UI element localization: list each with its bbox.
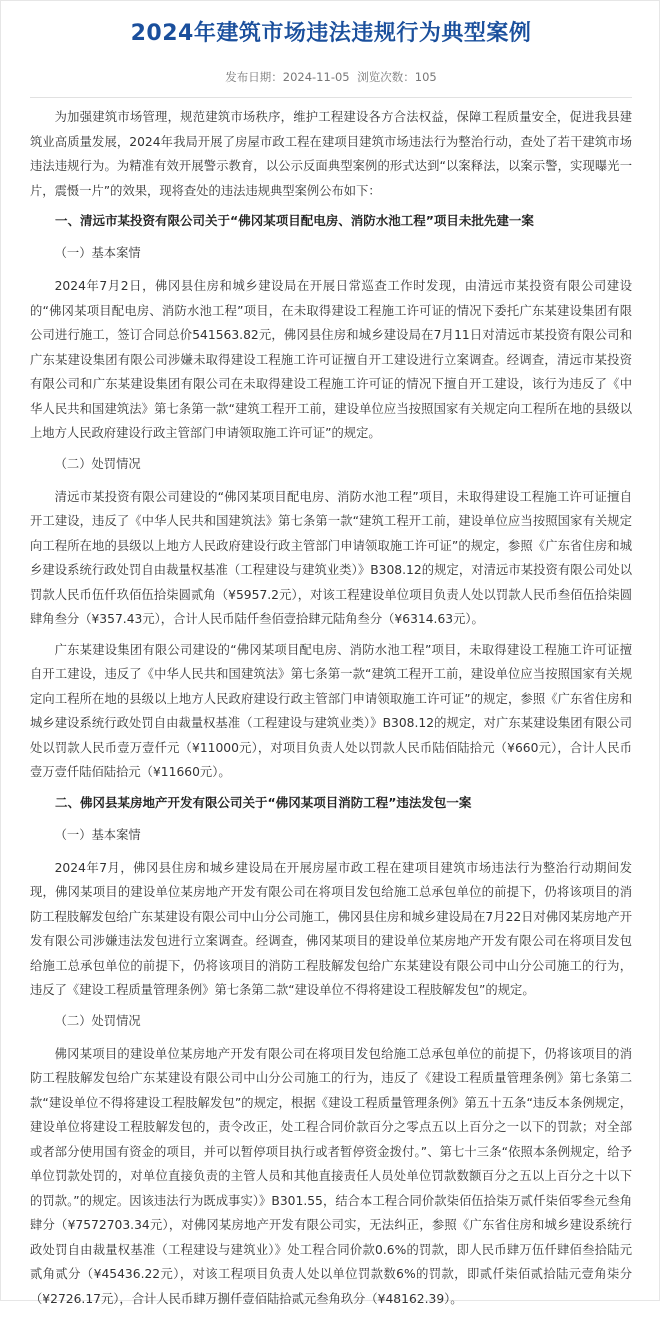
article-meta	[30, 66, 632, 88]
case-1-penalty-text-2: 广东某建设集团有限公司建设的“佛冈某项目配电房、消防水池工程”项目，未取得建设工程施工许可证擅自开工建设，违反了《中华人民共和国建筑法》第七条第一款“建筑工程开工前，建设单位应当按照国家有关规定向工程所在地的县级以上地方人民政府建设行政主管部门申请领取施工许可证”的规定，参照《广东省住房和城乡建设系统行政处罚自由裁量权基准（工程建设与建筑业类）》B308.12的规定，对广东某建设集团有限公司处以罚款人民币壹万壹仟元（¥11000元），对项目负责人处以罚款人民币陆佰陆拾元（¥660元），合计人民币壹万壹仟陆佰陆拾元（¥11660元）。	[30, 642, 632, 779]
case-2-penalty-text: 佛冈某项目的建设单位某房地产开发有限公司在将项目发包给施工总承包单位的前提下，仍将该项目的消防工程肢解发包给广东某建设有限公司中山分公司施工的行为，违反了《建设工程质量管理条例》第七条第二款“建设单位不得将建设工程肢解发包”的规定，根据《建设工程质量管理条例》第五十五条“违反本条例规定，建设单位将建设工程肢解发包的，责令改正，处工程合同价款百分之零点五以上百分之一以下的罚款；对全部或者部分使用国有资金的项目，并可以暂停项目执行或者暂停资金拨付。”、第七十三条“依照本条例规定，给予单位罚款处罚的，对单位直接负责的主管人员和其他直接责任人员处单位罚款数额百分之五以上百分之十以下的罚款。”的规定。因该违法行为既成事实）》B301.55，结合本工程合同价款柒佰伍拾柒万贰仟柒佰零叁元叁角肆分（¥7572703.34元），对佛冈某房地产开发有限公司实，无法纠正，参照《广东省住房和城乡建设系统行政处罚自由裁量权基准（工程建设与建筑业）》处工程合同价款0.6%的罚款，即人民币肆万伍仟肆佰叁拾陆元贰角贰分（¥45436.22元），对该工程项目负责人处以单位罚款数6%的罚款，即贰仟柒佰贰拾陆元壹角柒分（¥2726.17元），合计人民币肆万捌仟壹佰陆拾贰元叁角玖分（¥48162.39）。	[30, 1046, 632, 1306]
publish-date: 发布日期：2024-11-05	[225, 70, 350, 84]
article-title: 2024年建筑市场违法违规行为典型案例	[130, 21, 532, 46]
case-2-basic-text: 2024年7月，佛冈县住房和城乡建设局在开展房屋市政工程在建项目建筑市场违法行为整治行动期间发现，佛冈某项目的建设单位某房地产开发有限公司在将项目发包给施工总承包单位的前提下，仍将该项目的消防工程肢解发包给广东某建设有限公司中山分公司施工，佛冈县住房和城乡建设局在7月22日对佛冈某房地产开发有限公司涉嫌违法发包进行立案调查。经调查，佛冈某项目的建设单位某房地产开发有限公司在将项目发包给施工总承包单位的前提下，仍将该项目的消防工程肢解发包给广东某建设有限公司中山分公司施工的行为，违反了《建设工程质量管理条例》第七条第二款“建设单位不得将建设工程肢解发包”的规定。	[30, 860, 632, 997]
intro-paragraph: 为加强建筑市场管理，规范建筑市场秩序，维护工程建设各方合法权益，保障工程质量安全，促进我县建筑业高质量发展，2024年我局开展了房屋市政工程在建项目建筑市场违法行为整治行动，查处了若干建筑市场违法违规行为。为精准有效开展警示教育，以公示反面典型案例的形式达到“以案释法，以案示警，实现曝光一片，震慑一片”的效果，现将查处的违法违规典型案例公布如下：	[30, 110, 632, 198]
case-2-penalty-heading: （二）处罚情况	[54, 1013, 141, 1028]
title-divider	[30, 97, 632, 98]
case-2-heading: 二、佛冈县某房地产开发有限公司关于“佛冈某项目消防工程”违法发包一案	[55, 794, 472, 810]
case-1-penalty-text-1: 清远市某投资有限公司建设的“佛冈某项目配电房、消防水池工程”项目，未取得建设工程施工许可证擅自开工建设，违反了《中华人民共和国建筑法》第七条第一款“建筑工程开工前，建设单位应当按照国家有关规定向工程所在地的县级以上地方人民政府建设行政主管部门申请领取施工许可证”的规定，参照《广东省住房和城乡建设系统行政处罚自由裁量权基准（工程建设与建筑业类）》B308.12的规定，对清远市某投资有限公司处以罚款人民币伍仟玖佰伍拾柒圆贰角（¥5957.2元），对该工程建设单位项目负责人处以罚款人民币叁佰伍拾柒圆肆角叁分（¥357.43元），合计人民币陆仟叁佰壹拾肆元陆角叁分（¥6314.63元）。	[30, 489, 632, 626]
case-2-basic-heading: （一）基本案情	[54, 827, 141, 842]
case-1-basic-heading: （一）基本案情	[54, 246, 141, 260]
article-body	[30, 105, 632, 1311]
case-1-basic-text: 2024年7月2日，佛冈县住房和城乡建设局在开展日常巡查工作时发现，由清远市某投资有限公司建设的“佛冈某项目配电房、消防水池工程”项目，在未取得建设工程施工许可证的情况下委托广东某建设集团有限公司进行施工，签订合同总价541563.82元，佛冈县住房和城乡建设局在7月11日对清远市某投资有限公司和广东某建设集团有限公司涉嫌未取得建设工程施工许可证擅自开工建设进行立案调查。经调查，清远市某投资有限公司和广东某建设集团有限公司在未取得建设工程施工许可证的情况下擅自开工建设，该行为违反了《中华人民共和国建筑法》第七条第一款“建筑工程开工前，建设单位应当按照国家有关规定向工程所在地的县级以上地方人民政府建设行政主管部门申请领取施工许可证”的规定。	[30, 279, 632, 440]
article	[30, 14, 632, 1317]
view-count: 浏览次数：105	[357, 70, 437, 84]
case-1-heading: 一、清远市某投资有限公司关于“佛冈某项目配电房、消防水池工程”项目未批先建一案	[55, 213, 534, 228]
case-1-penalty-heading: （二）处罚情况	[54, 456, 141, 471]
